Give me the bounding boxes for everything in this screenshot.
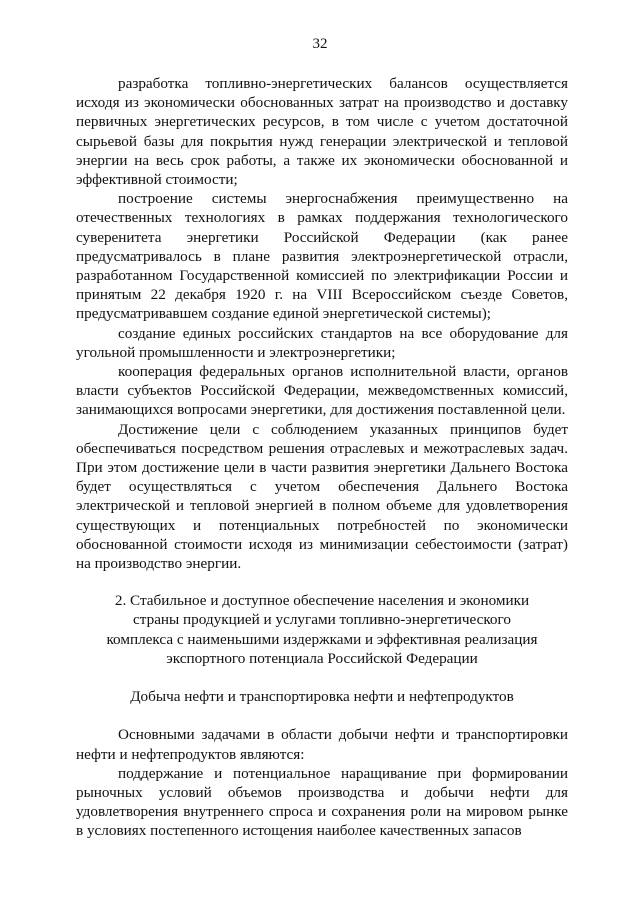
paragraph: Основными задачами в области добычи нефти и транспортировки нефти и нефтепродуктов являются:: [76, 726, 568, 763]
document-body: [76, 74, 568, 841]
paragraph: поддержание и потенциальное наращивание при формировании рыночных условий объемов производства и добычи нефти для удовлетворения внутреннего спроса и сохранения роли на мировом рынке в условиях постепенного истощения наиболее качественных запасов: [76, 764, 568, 840]
paragraph: Достижение цели с соблюдением указанных принципов будет обеспечиваться посредством решения отраслевых и межотраслевых задач. При этом достижение цели в части развития энергетики Дальнего Востока будет осуществляться с учетом обеспечения Дальнего Востока электрической и тепловой энергией в полном объеме для удовлетворения существующих и потенциальных потребностей по экономически обоснованной стоимости исходя из минимизации себестоимости (затрат) на производство энергии.: [76, 420, 568, 573]
page-number: 32: [312, 36, 328, 52]
section-heading: 2. Стабильное и доступное обеспечение населения и экономики страны продукцией и услугами топливно-энергетического комплекса с наименьшими издержками и эффективная реализация экспортного потенциала Российской Федерации: [106, 592, 538, 667]
sub-heading: Добыча нефти и транспортировка нефти и нефтепродуктов: [130, 688, 514, 706]
paragraph: создание единых российских стандартов на все оборудование для угольной промышленности и электроэнергетики;: [76, 324, 568, 361]
paragraph: кооперация федеральных органов исполнительной власти, органов власти субъектов Российской Федерации, межведомственных комиссий, занимающихся вопросами энергетики, для достижения поставленной цели.: [76, 363, 568, 419]
paragraph: разработка топливно-энергетических балансов осуществляется исходя из экономически обоснованных затрат на производство и доставку первичных энергетических ресурсов, в том числе с учетом достаточной сырьевой базы для покрытия нужд генерации электрической и тепловой энергии на весь срок работы, а также их экономически обоснованной и эффективной стоимости;: [76, 75, 568, 189]
paragraph: построение системы энергоснабжения преимущественно на отечественных технологиях в рамках поддержания технологического суверенитета энергетики Российской Федерации (как ранее предусматривалось в плане развития электроэнергетической отрасли, разработанном Государственной комиссией по электрификации России и принятым 22 декабря 1920 г. на VIII Всероссийском съезде Советов, предусматривавшем создание единой энергетической системы);: [76, 190, 568, 323]
